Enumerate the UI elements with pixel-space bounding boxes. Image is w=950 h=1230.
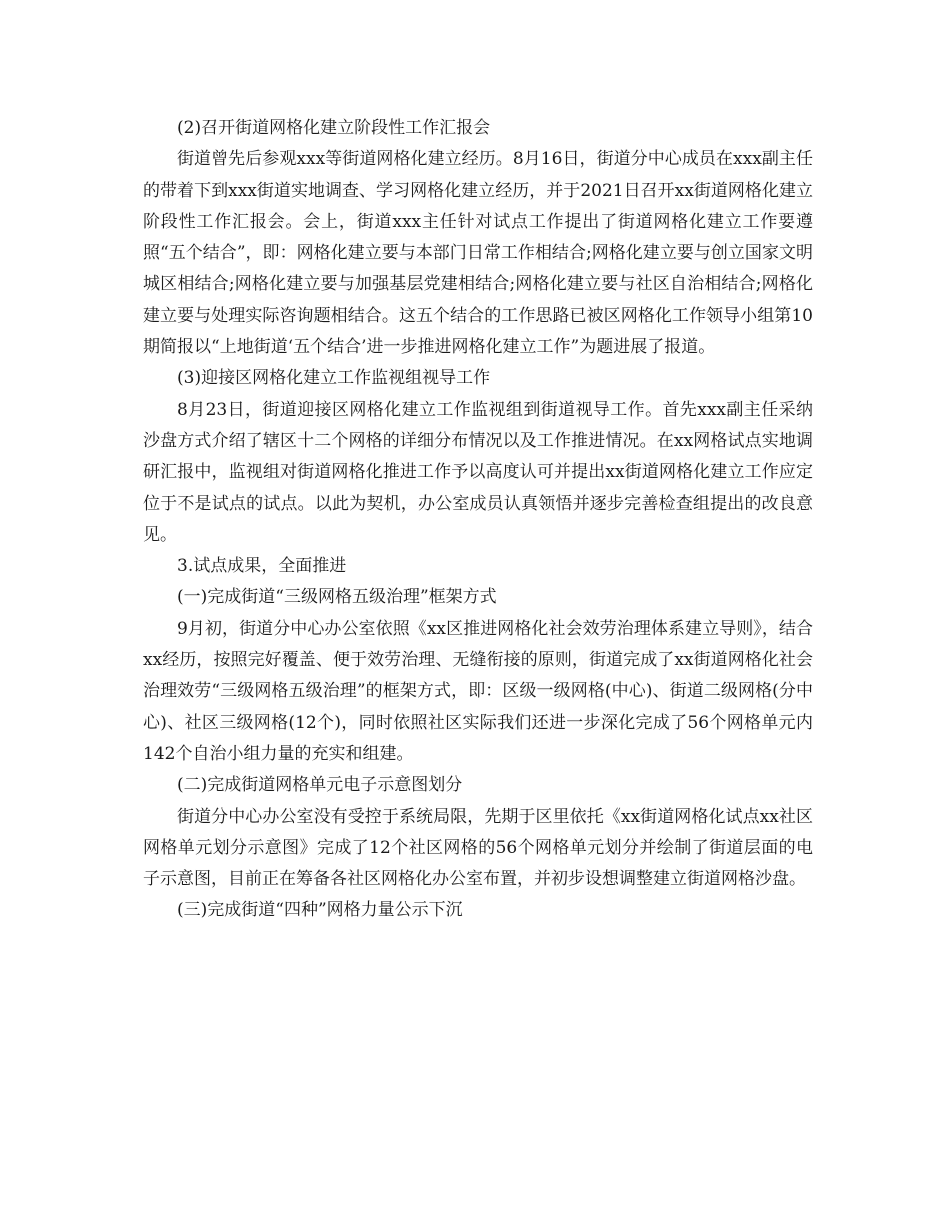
subsection-heading-3: (三)完成街道“四种”网格力量公示下沉 (177, 900, 463, 921)
subsection-heading-1: (一)完成街道“三级网格五级治理”框架方式 (177, 587, 497, 608)
section-heading-2: (2)召开街道网格化建立阶段性工作汇报会 (177, 118, 491, 138)
section-heading-3: (3)迎接区网格化建立工作监视组视导工作 (177, 368, 491, 389)
document-body (143, 113, 813, 927)
body-paragraph: 街道分中心办公室没有受控于系统局限，先期于区里依托《xx街道网格化试点xx社区网格单元划分示意图》完成了12个社区网格的56个网格单元划分并绘制了街道层面的电子示意图，目前正在筹备各社区网格化办公室布置，并初步设想调整建立街道网格沙盘。 (143, 806, 813, 890)
body-paragraph: 街道曾先后参观xxx等街道网格化建立经历。8月16日，街道分中心成员在xxx副主任的带着下到xxx街道实地调查、学习网格化建立经历，并于2021日召开xx街道网格化建立阶段性工作汇报会。会上，街道xxx主任针对试点工作提出了街道网格化建立工作要遵照“五个结合”，即：网格化建立要与本部门日常工作相结合;网格化建立要与创立国家文明城区相结合;网格化建立要与加强基层党建相结合;网格化建立要与社区自治相结合;网格化建立要与处理实际咨询题相结合。这五个结合的工作思路已被区网格化工作领导小组第10期简报以“上地街道‘五个结合’进一步推进网格化建立工作”为题进展了报道。 (143, 149, 813, 358)
section-heading-results: 3.试点成果，全面推进 (177, 556, 347, 577)
subsection-heading-2: (二)完成街道网格单元电子示意图划分 (177, 775, 463, 796)
body-paragraph: 9月初，街道分中心办公室依照《xx区推进网格化社会效劳治理体系建立导则》，结合xx经历，按照完好覆盖、便于效劳治理、无缝衔接的原则，街道完成了xx街道网格化社会治理效劳“三级网格五级治理”的框架方式，即：区级一级网格(中心)、街道二级网格(分中心)、社区三级网格(12个)，同时依照社区实际我们还进一步深化完成了56个网格单元内142个自治小组力量的充实和组建。 (143, 618, 813, 764)
body-paragraph: 8月23日，街道迎接区网格化建立工作监视组到街道视导工作。首先xxx副主任采纳沙盘方式介绍了辖区十二个网格的详细分布情况以及工作推进情况。在xx网格试点实地调研汇报中，监视组对街道网格化推进工作予以高度认可并提出xx街道网格化建立工作应定位于不是试点的试点。以此为契机，办公室成员认真领悟并逐步完善检查组提出的改良意见。 (143, 399, 813, 545)
